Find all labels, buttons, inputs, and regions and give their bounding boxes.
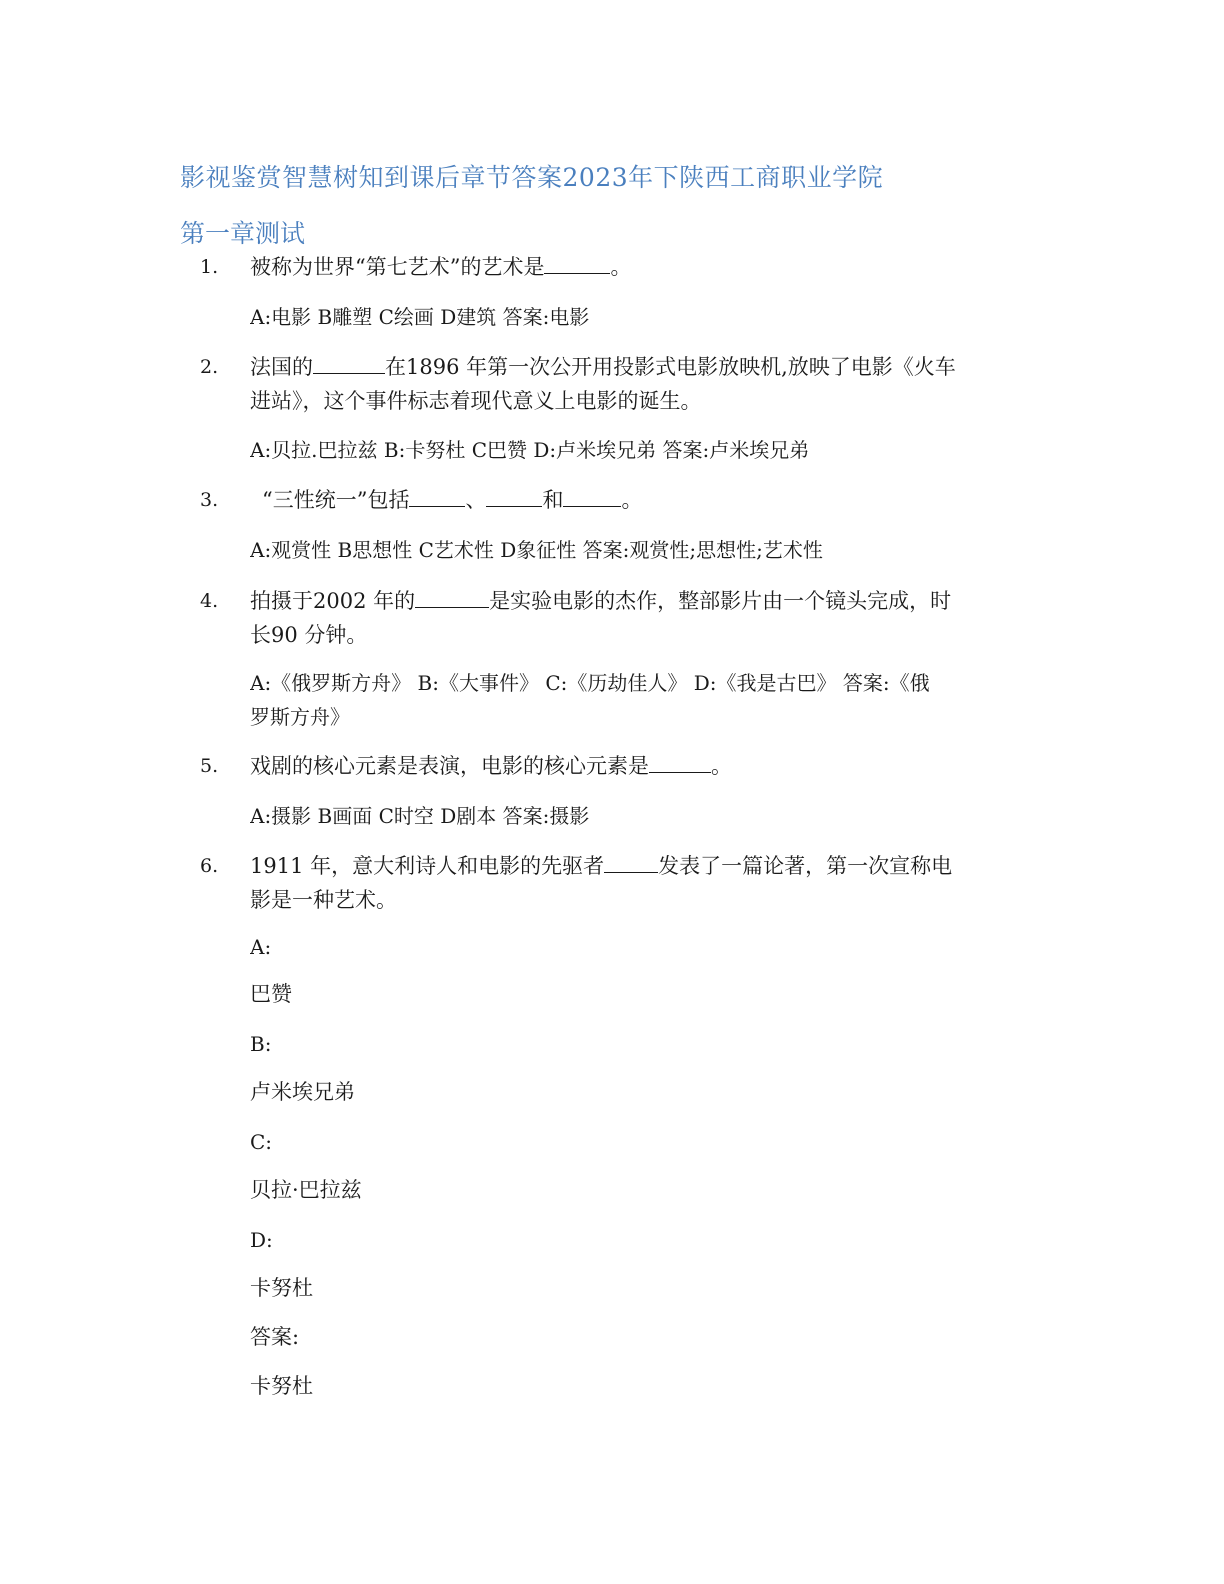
question-text-continued: 进站》，这个事件标志着现代意义上电影的诞生。 (250, 389, 702, 413)
option-d-text: 卡努杜 (250, 1276, 313, 1300)
question-options: A:观赏性 B思想性 C艺术性 D象征性 答案:观赏性;思想性;艺术性 (250, 538, 823, 562)
question-options: A:《俄罗斯方舟》 B:《大事件》 C:《历劫佳人》 D:《我是古巴》 答案:《俄 (250, 671, 930, 695)
answer-blank (409, 484, 465, 507)
question-number: 5. (200, 755, 219, 777)
question-text: 1911 年，意大利诗人和电影的先驱者 发表了一篇论著，第一次宣称电 (250, 849, 1030, 883)
question-number: 1. (200, 256, 219, 278)
question-text: “三性统一”包括 、 和 。 (262, 483, 1042, 517)
option-a-label: A: (250, 935, 272, 959)
question-text: 被称为世界“第七艺术”的艺术是 。 (250, 250, 1030, 284)
question-number: 4. (200, 590, 219, 612)
question-options: A:摄影 B画面 C时空 D剧本 答案:摄影 (250, 804, 590, 828)
question-number: 6. (200, 855, 219, 877)
option-c-text: 贝拉·巴拉兹 (250, 1178, 362, 1202)
question-options: A:电影 B雕塑 C绘画 D建筑 答案:电影 (250, 305, 590, 329)
question-number: 2. (200, 356, 219, 378)
answer-label: 答案: (250, 1325, 300, 1349)
answer-blank (649, 750, 711, 773)
option-c-label: C: (250, 1130, 273, 1154)
answer-blank (604, 850, 658, 873)
option-d-label: D: (250, 1228, 273, 1252)
question-text: 法国的 在1896 年第一次公开用投影式电影放映机,放映了电影《火车 (250, 350, 1030, 384)
document-title: 影视鉴赏智慧树知到课后章节答案2023年下陕西工商职业学院 (180, 163, 884, 192)
answer-text: 卡努杜 (250, 1374, 313, 1398)
answer-blank (415, 585, 489, 608)
question-number: 3. (200, 489, 219, 511)
answer-blank (486, 484, 542, 507)
answer-blank (563, 484, 621, 507)
answer-blank (313, 351, 385, 374)
question-text-continued: 长90 分钟。 (250, 623, 368, 647)
question-options-continued: 罗斯方舟》 (250, 705, 350, 729)
answer-blank (544, 251, 610, 274)
question-text-continued: 影是一种艺术。 (250, 888, 397, 912)
option-b-label: B: (250, 1032, 272, 1056)
question-options: A:贝拉.巴拉兹 B:卡努杜 C巴赞 D:卢米埃兄弟 答案:卢米埃兄弟 (250, 438, 810, 462)
option-b-text: 卢米埃兄弟 (250, 1080, 355, 1104)
question-text: 戏剧的核心元素是表演，电影的核心元素是 。 (250, 749, 1030, 783)
chapter-title: 第一章测试 (180, 219, 306, 248)
question-text: 拍摄于2002 年的 是实验电影的杰作，整部影片由一个镜头完成，时 (250, 584, 1030, 618)
option-a-text: 巴赞 (250, 982, 292, 1006)
